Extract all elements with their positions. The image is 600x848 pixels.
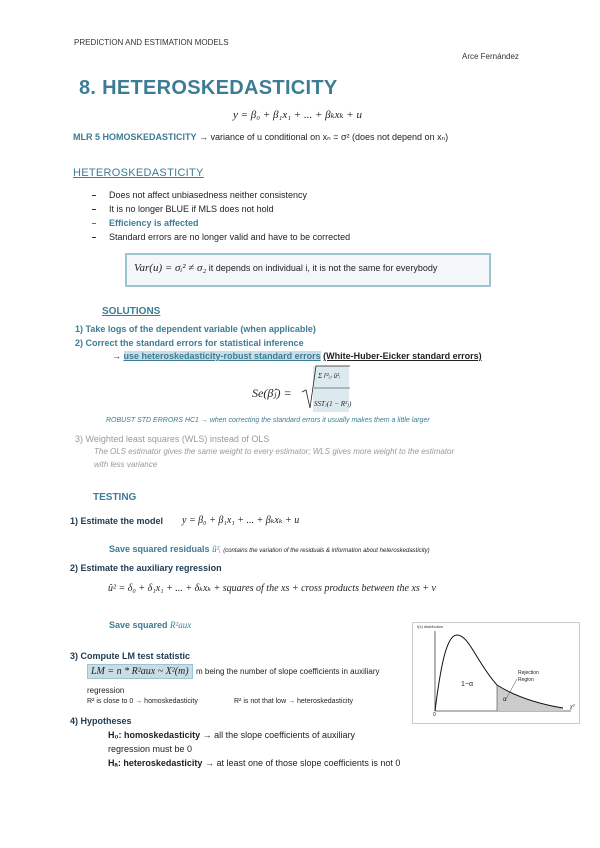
- graph-rejection-1: Rejection: [518, 670, 539, 676]
- bullet-item: It is no longer BLUE if MLS does not hold: [109, 204, 274, 214]
- variance-line: [134, 262, 437, 274]
- h0-text-2: regression must be 0: [108, 744, 193, 754]
- r2-not-note: R² is not that low → heteroskedasticity: [234, 698, 354, 705]
- se-numerator: Σ r̂²ᵢⱼ û²ᵢ: [318, 372, 341, 380]
- graph-rejection-2: Region: [518, 677, 534, 683]
- ha-text: → at least one of those slope coefficients is not 0: [204, 758, 401, 768]
- solution-2-sub: [112, 351, 482, 361]
- lm-text-1: m being the number of slope coefficients in auxiliary: [196, 667, 380, 676]
- robust-note: ROBUST STD ERRORS HC1 → when correcting the standard errors it usually makes them a little larger: [106, 417, 430, 424]
- section-heading: HETEROSKEDASTICITY: [73, 167, 204, 179]
- solution-2: 2) Correct the standard errors for statistical inference: [75, 338, 304, 348]
- solutions-heading: SOLUTIONS: [102, 306, 161, 317]
- r2-close-note: R² is close to 0 → homoskedasticity: [87, 698, 198, 705]
- page-title: 8. HETEROSKEDASTICITY: [79, 77, 338, 99]
- graph-alpha-label: α: [503, 697, 507, 703]
- model-equation: y = β₀ + β₁x₁ + ... + βₖxₖ + u: [233, 109, 362, 121]
- save-resid-note: (contains the variation of the residuals & information about heteroskedasticity): [223, 548, 430, 554]
- save-r2-symbol: R²aux: [170, 620, 192, 630]
- bullet-item: Efficiency is affected: [109, 218, 199, 228]
- variance-formula: Var(u) = σᵢ² ≠ σ₂: [134, 262, 207, 274]
- se-label: Se(β̂ⱼ) =: [252, 386, 292, 400]
- variance-text: it depends on individual i, it is not the same for everybody: [208, 263, 438, 273]
- step-1-eq: y = β₀ + β₁x₁ + ... + βₖxₖ + u: [182, 515, 300, 526]
- lm-equation: LM = n * R²aux ~ X²(m): [87, 664, 193, 679]
- mlr5-line: [73, 132, 448, 143]
- course-header: PREDICTION AND ESTIMATION MODELS: [74, 38, 229, 47]
- save-resid-symbol: û²ᵢ: [212, 544, 221, 554]
- ha-label: Hₐ: heteroskedasticity: [108, 758, 203, 768]
- graph-area-label: 1−α: [461, 681, 474, 688]
- bullet-dash: [92, 195, 96, 196]
- testing-heading: TESTING: [93, 492, 137, 503]
- mlr5-label: MLR 5 HOMOSKEDASTICITY: [73, 132, 197, 142]
- solution-1: 1) Take logs of the dependent variable (when applicable): [75, 324, 316, 334]
- graph-ylabel: f(x) distribution: [417, 624, 444, 629]
- mlr5-text: → variance of u conditional on xₙ = σ² (does not depend on xₙ): [199, 132, 449, 142]
- step-3: 3) Compute LM test statistic: [70, 651, 191, 661]
- bullet-dash: [92, 237, 96, 238]
- robust-se-label: use heteroskedasticity-robust standard errors: [123, 351, 321, 361]
- save-r2-label: Save squared: [109, 620, 168, 630]
- h0-line: [108, 730, 355, 740]
- wls-note-2: with less variance: [94, 460, 158, 469]
- bullet-item: Standard errors are no longer valid and have to be corrected: [109, 232, 351, 242]
- save-resid-label: Save squared residuals: [109, 544, 210, 554]
- step-2: 2) Estimate the auxiliary regression: [70, 563, 222, 573]
- bullet-dash: [92, 223, 96, 224]
- h0-text: → all the slope coefficients of auxiliary: [202, 730, 356, 740]
- step-4: 4) Hypotheses: [70, 716, 132, 726]
- h0-label: H₀: homoskedasticity: [108, 730, 201, 740]
- save-resid-line: [109, 544, 430, 554]
- lm-text-2: regression: [87, 686, 125, 695]
- graph-xlabel: χ²: [570, 704, 575, 710]
- wls-note-1: The OLS estimator gives the same weight to every estimator; WLS gives more weight to the estimator: [94, 447, 455, 456]
- chi-square-curve-svg: [413, 623, 577, 721]
- save-r2-line: [109, 620, 191, 630]
- graph-origin: 0: [433, 712, 436, 718]
- ha-line: [108, 758, 400, 768]
- white-huber-label: (White-Huber-Eicker standard errors): [323, 351, 482, 361]
- bullet-item: Does not affect unbiasedness neither consistency: [109, 190, 307, 200]
- bullet-dash: [92, 209, 96, 210]
- se-denominator: SSTⱼ(1 − R²ⱼ): [314, 400, 352, 408]
- author-name: Arce Fernández: [462, 52, 519, 61]
- solution-3: 3) Weighted least squares (WLS) instead of OLS: [75, 434, 270, 444]
- step-1: 1) Estimate the model: [70, 516, 164, 526]
- arrow-glyph: →: [112, 351, 121, 361]
- aux-equation: û² = δ₀ + δ₁x₁ + ... + δₖxₖ + squares of the xs + cross products between the xs + v: [108, 583, 436, 594]
